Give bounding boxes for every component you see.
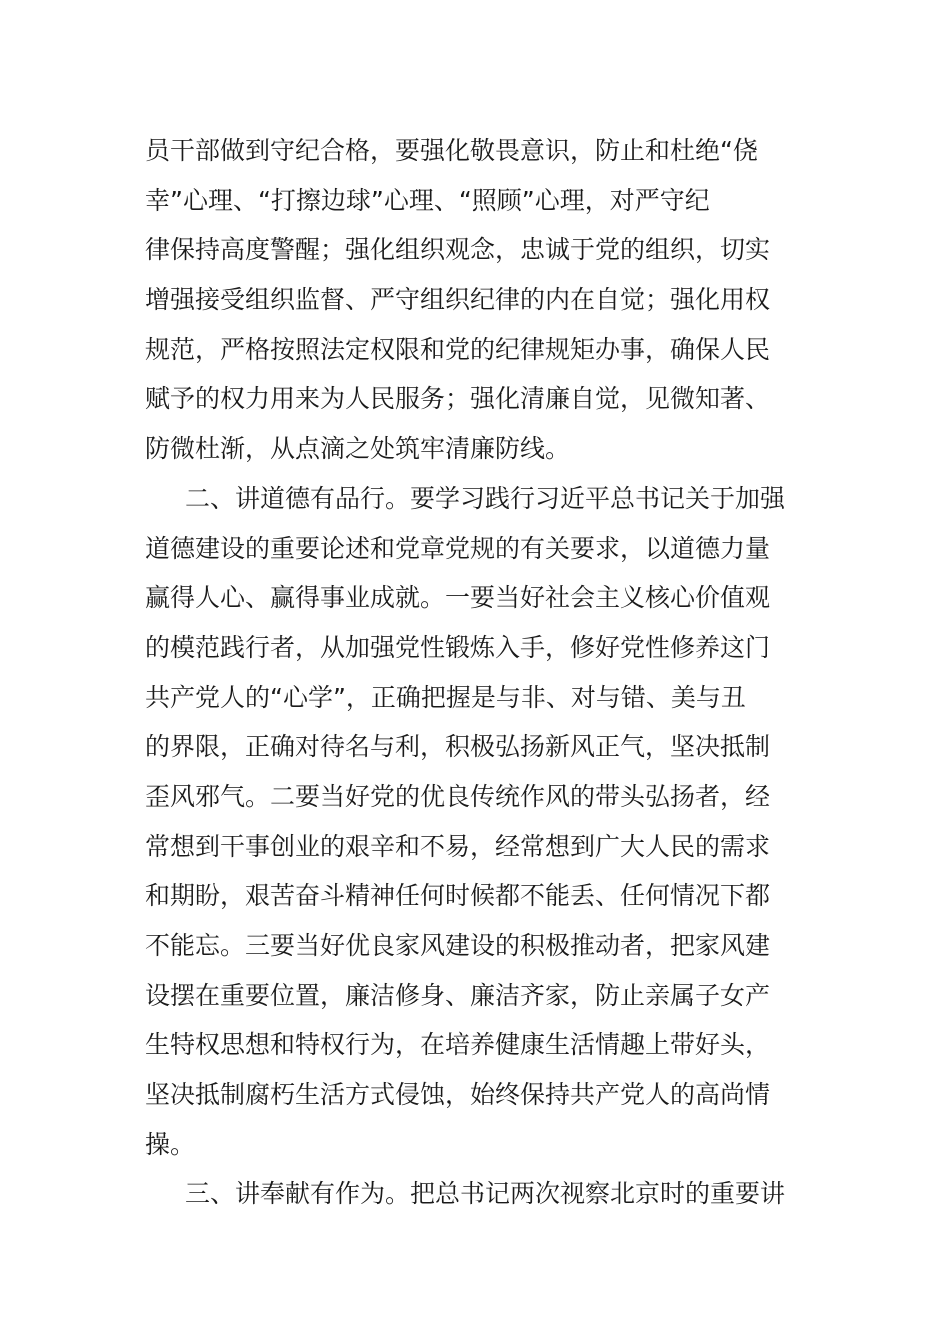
text-line: 的界限，正确对待名与利，积极弘扬新风正气，坚决抵制 xyxy=(145,732,771,762)
text-line: 二、讲道德有品行。要学习践行习近平总书记关于加强 xyxy=(185,483,786,513)
text-line: 幸”心理、“打擦边球”心理、“照顾”心理，对严守纪 xyxy=(145,185,710,215)
text-line: 坚决抵制腐朽生活方式侵蚀，始终保持共产党人的高尚情 xyxy=(145,1080,771,1110)
text-line: 的模范践行者，从加强党性锻炼入手，修好党性修养这门 xyxy=(145,632,771,662)
paragraph-3 xyxy=(145,1169,805,1219)
text-line: 三、讲奉献有作为。把总书记两次视察北京时的重要讲 xyxy=(185,1179,786,1209)
text-line: 增强接受组织监督、严守组织纪律的内在自觉；强化用权 xyxy=(145,285,771,315)
text-line: 律保持高度警醒；强化组织观念，忠诚于党的组织，切实 xyxy=(145,235,771,265)
text-line: 防微杜渐，从点滴之处筑牢清廉防线。 xyxy=(145,434,571,464)
text-line: 生特权思想和特权行为，在培养健康生活情趣上带好头， xyxy=(145,1030,771,1060)
text-line: 操。 xyxy=(145,1129,196,1159)
text-line: 共产党人的“心学”，正确把握是与非、对与错、美与丑 xyxy=(145,682,746,712)
paragraph-2 xyxy=(145,474,805,1170)
text-line: 员干部做到守纪合格，要强化敬畏意识，防止和杜绝“侥 xyxy=(145,136,758,165)
text-line: 设摆在重要位置，廉洁修身、廉洁齐家，防止亲属子女产 xyxy=(145,980,771,1010)
text-line: 歪风邪气。二要当好党的优良传统作风的带头弘扬者，经 xyxy=(145,781,771,811)
text-line: 常想到干事创业的艰辛和不易，经常想到广大人民的需求 xyxy=(145,831,771,861)
text-line: 规范，严格按照法定权限和党的纪律规矩办事，确保人民 xyxy=(145,334,771,364)
paragraph-1 xyxy=(145,126,805,474)
text-line: 道德建设的重要论述和党章党规的有关要求，以道德力量 xyxy=(145,533,771,563)
body-text xyxy=(145,126,805,1219)
text-line: 赋予的权力用来为人民服务；强化清廉自觉，见微知著、 xyxy=(145,384,771,414)
text-line: 不能忘。三要当好优良家风建设的积极推动者，把家风建 xyxy=(145,931,771,960)
text-line: 和期盼，艰苦奋斗精神任何时候都不能丢、任何情况下都 xyxy=(145,881,771,911)
text-line: 赢得人心、赢得事业成就。一要当好社会主义核心价值观 xyxy=(145,583,771,613)
